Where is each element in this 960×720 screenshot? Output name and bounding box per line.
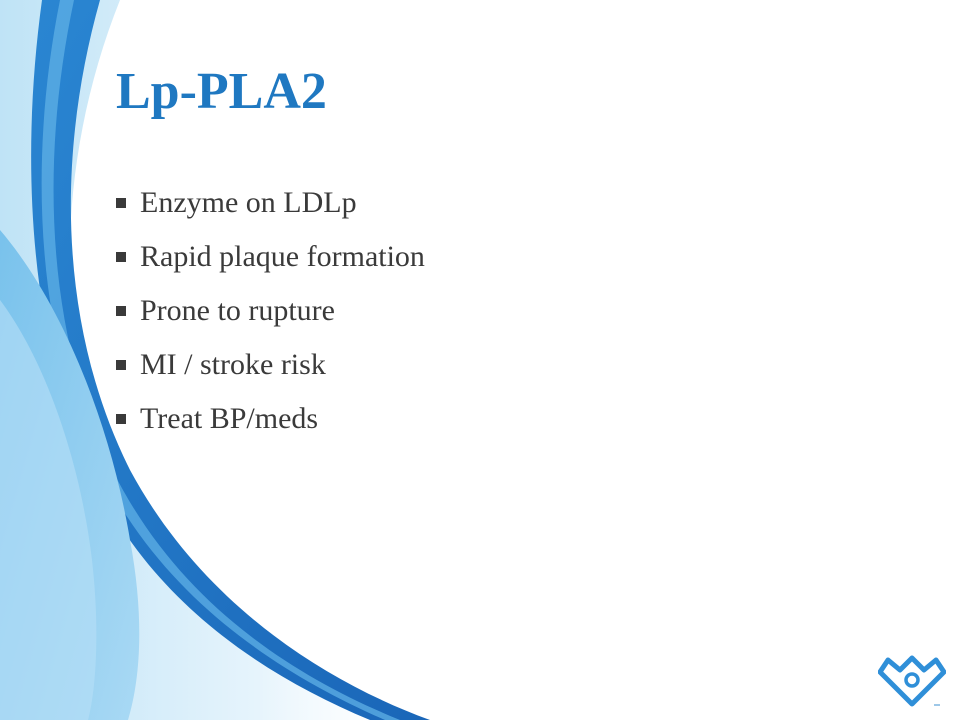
- square-bullet-icon: [116, 360, 126, 370]
- square-bullet-icon: [116, 198, 126, 208]
- bullet-item: [114, 284, 425, 338]
- bullet-item: [114, 176, 425, 230]
- bullet-text: Prone to rupture: [140, 294, 335, 327]
- bullet-text: Rapid plaque formation: [140, 240, 425, 273]
- bullet-text: MI / stroke risk: [140, 348, 326, 381]
- bullet-item: [114, 230, 425, 284]
- bullet-list: [114, 176, 425, 446]
- bullet-item: [114, 338, 425, 392]
- square-bullet-icon: [116, 306, 126, 316]
- bullet-text: Enzyme on LDLp: [140, 186, 357, 219]
- bullet-item: [114, 392, 425, 446]
- bullet-text: Treat BP/meds: [140, 402, 319, 435]
- square-bullet-icon: [116, 414, 126, 424]
- heart-diamond-logo-icon: [878, 652, 946, 710]
- square-bullet-icon: [116, 252, 126, 262]
- slide-title: Lp-PLA2: [116, 63, 327, 120]
